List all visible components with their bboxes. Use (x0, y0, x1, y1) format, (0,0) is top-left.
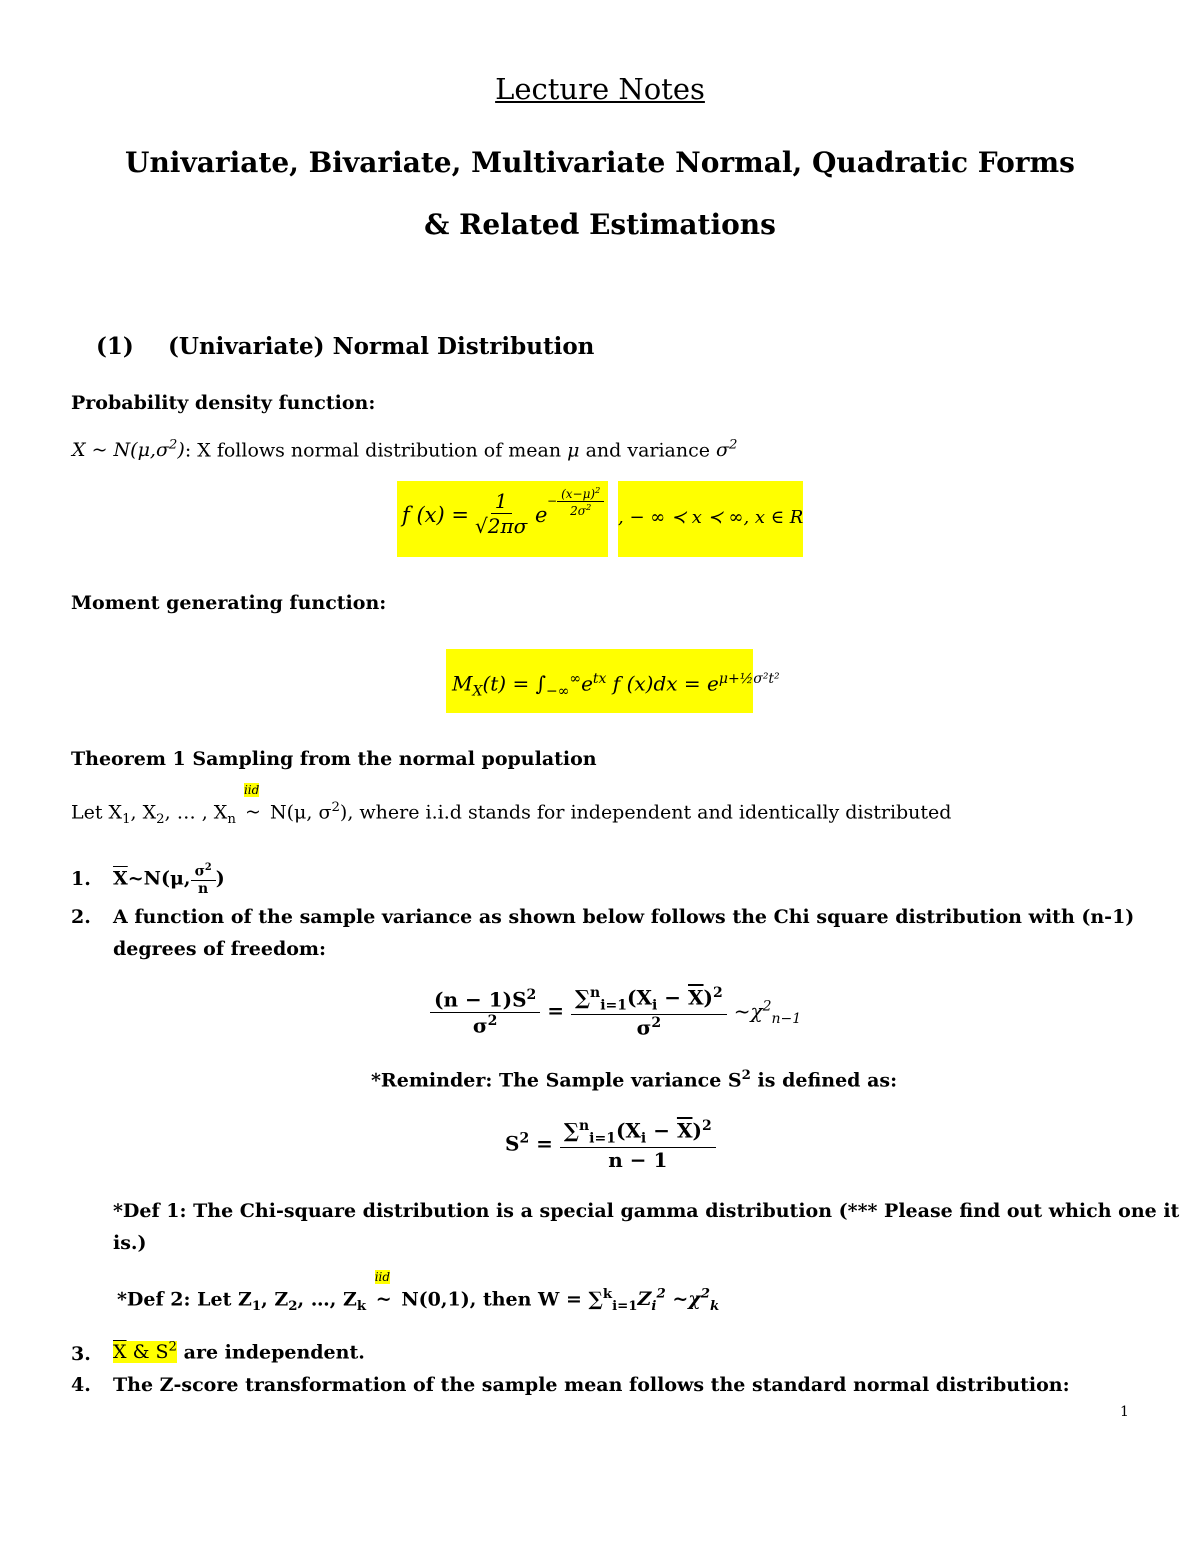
iid-label: iid (243, 783, 260, 798)
distribution-statement: X ~ $N(\mu,\sigma^2)$: X follows normal distribution of mean μ and variance $\sigma^2$ (72, 438, 738, 462)
sample-variance-formula: $S^2$ = $\frac{\sum^n_{i=1}(X_i - \overline{X})^2}{n - 1}$ (505, 1118, 716, 1172)
def1-line1: *Def 1: The Chi-square distribution is a special gamma distribution (*** Please find out which one it (113, 1200, 1180, 1222)
page-number: 1 (1120, 1404, 1129, 1420)
iid-label-def2: iid (374, 1270, 391, 1285)
pdf-domain: , − ∞ ≺ x ≺ ∞, x ∈ R (618, 507, 804, 528)
item-1-formula: $\overline{X}\sim N(\mu$, $\frac{\sigma^2}{n}$ ) (113, 862, 225, 897)
mgf-label: Moment generating function: (71, 592, 387, 614)
pdf-domain-box (618, 481, 803, 557)
item-3-text: $\overline{X}$ & $S^2$ are independent. (113, 1340, 365, 1364)
document-title-line2: & Related Estimations (424, 208, 776, 241)
theorem1-where: , where i.i.d stands for independent and identically distributed (347, 801, 952, 824)
and-variance-text: and variance (585, 439, 710, 462)
document-title-line1: Univariate, Bivariate, Multivariate Normal, Quadratic Forms (125, 146, 1075, 179)
reminder-text: *Reminder: The Sample variance $S^2$ is defined as: (371, 1068, 898, 1092)
item-3-number: 3. (71, 1343, 91, 1365)
theorem1-statement: Let $X_1$, $X_2$, … , $X_n$ iid ~ N(μ, $\sigma^2$), where i.i.d stands for independent and identically distributed (71, 783, 952, 828)
item-2-text2: degrees of freedom: (113, 938, 327, 960)
mgf-formula-box: $M_X(t) = \int_{-\infty}^\infty e^{tx}$ f $(x)dx = e^{\mu+\frac{1}{2}\sigma^2t^2}$ (446, 649, 753, 713)
item-4-text: The Z-score transformation of the sample mean follows the standard normal distribution: (113, 1374, 1070, 1396)
pdf-label: Probability density function: (71, 392, 376, 414)
def2-statement: *Def 2: Let $Z_1$, $Z_2$, …, $Z_k$ iid ~ N(0,1), then $W = \sum^k_{i=1}Z_i^2$ $\sim\chi^2_k$ (117, 1270, 720, 1315)
item-4-number: 4. (71, 1374, 91, 1396)
theorem1-label: Theorem 1 Sampling from the normal population (71, 748, 597, 770)
section-title: (Univariate) Normal Distribution (168, 333, 595, 360)
section-heading (96, 333, 594, 360)
item-2-text: A function of the sample variance as shown below follows the Chi square distribution with (n-1) (113, 906, 1135, 928)
chi-square-formula: $\frac{(n - 1)S^2}{\sigma^2}$ = $\frac{\sum^n_{i=1}(X_i - \overline{X})^2}{\sigma^2}$ $\sim\chi^2_{n-1}$ (430, 985, 801, 1039)
section-number: (1) (96, 333, 134, 360)
item-1-number: 1. (71, 868, 91, 890)
distribution-text: : X follows normal distribution of mean (184, 439, 562, 462)
item-2-number: 2. (71, 906, 91, 928)
pdf-formula-box: f (x) = $\frac{1}{√2\pi\sigma}$ e − $\frac{(x-\mu)^2}{2\sigma^2}$ (397, 481, 608, 557)
def1-line2: is.) (113, 1232, 147, 1254)
lecture-notes-heading: Lecture Notes (495, 72, 705, 106)
